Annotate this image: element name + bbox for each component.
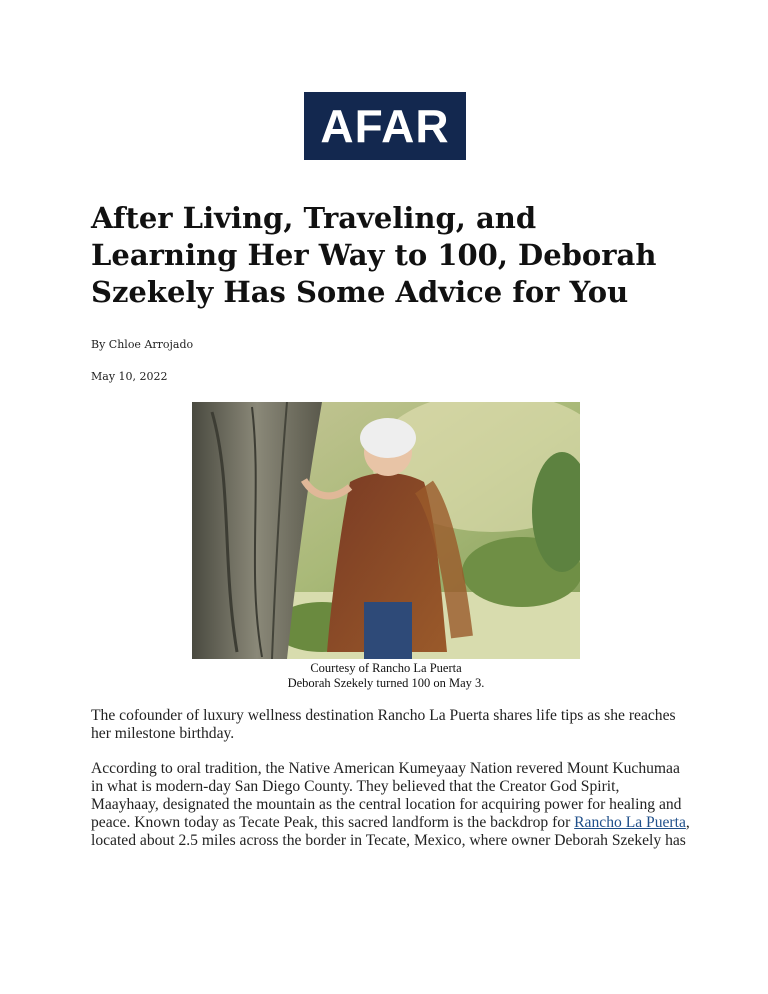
- photo-illustration: [192, 402, 580, 659]
- photo-caption: [192, 661, 580, 691]
- photo-credit: Courtesy of Rancho La Puerta: [310, 661, 462, 675]
- article-photo: [192, 402, 580, 659]
- paragraph-text-end: , located about 2.5 miles across the border in Tecate, Mexico, where owner Deborah Szekely has: [91, 814, 690, 849]
- rancho-la-puerta-link[interactable]: Rancho La Puerta: [574, 814, 686, 831]
- photo-caption-text: Deborah Szekely turned 100 on May 3.: [287, 676, 485, 690]
- article-byline: By Chloe Arrojado: [91, 338, 194, 351]
- article-paragraph: [91, 760, 691, 850]
- article-date: May 10, 2022: [91, 370, 168, 383]
- paragraph-text-start: According to oral tradition, the Native American Kumeyaay Nation revered Mount Kuchumaa in what is modern-day San Diego County. They believed that the Creator God Spirit, Maayhaay, designated the mountain as the central location for acquiring power for healing and peace. Known today as Tecate Peak, this sacred landform is the backdrop for: [91, 760, 682, 831]
- article-title: After Living, Traveling, and Learning Her Way to 100, Deborah Szekely Has Some Advice for You: [91, 201, 657, 309]
- afar-logo-text: AFAR: [320, 100, 450, 152]
- afar-logo[interactable]: [304, 92, 466, 160]
- article-dek: The cofounder of luxury wellness destination Rancho La Puerta shares life tips as she reaches her milestone birthday.: [91, 707, 676, 742]
